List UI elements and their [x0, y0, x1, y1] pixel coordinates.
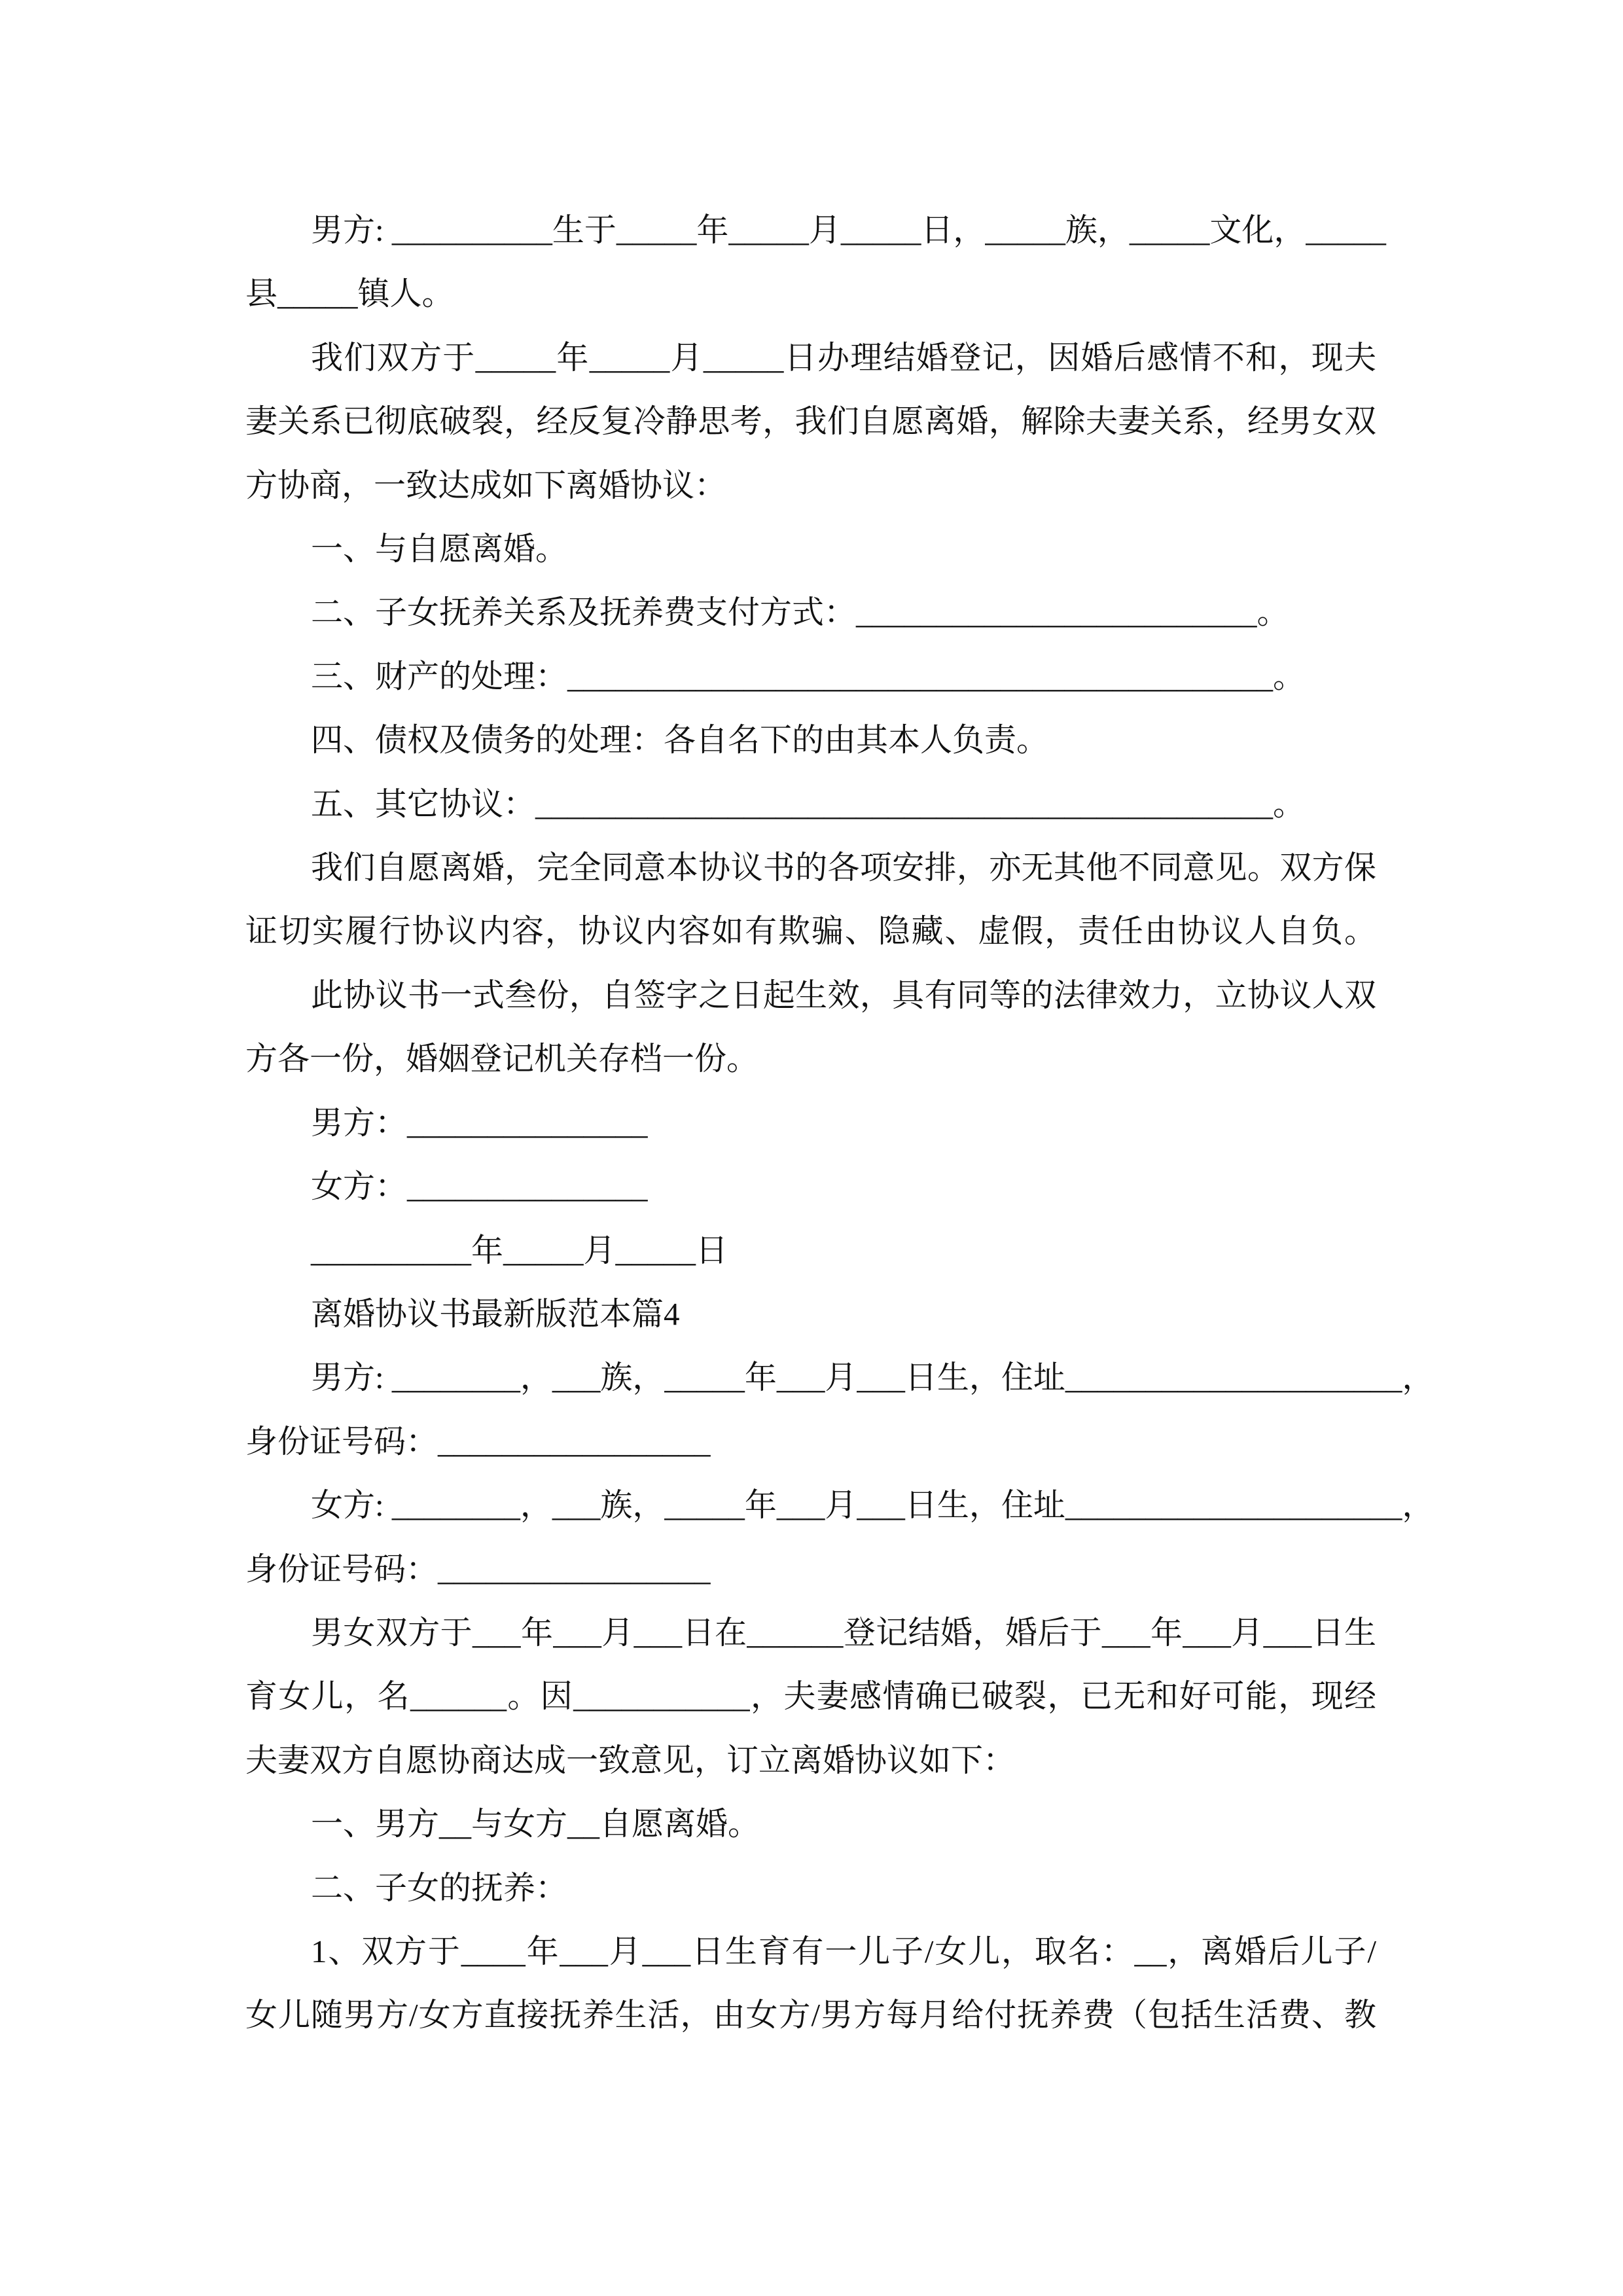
document-line: 身份证号码：_________________ [245, 1551, 711, 1587]
document-line: 三、财产的处理：____________________________________________。 [311, 658, 1306, 694]
document-line: 身份证号码：_________________ [245, 1423, 711, 1460]
document-line: 证切实履行协议内容，协议内容如有欺骗、隐藏、虚假，责任由协议人自负。 [245, 913, 1376, 950]
document-line: 方协商，一致达成如下离婚协议： [245, 467, 727, 503]
document-line: 县_____镇人。 [245, 276, 454, 312]
document-line: 女方: ________，___族，_____年___月___日生，住址_____________________， [311, 1487, 1435, 1524]
document-line: 女儿随男方/女方直接抚养生活，由女方/男方每月给付抚养费（包括生活费、教 [245, 1997, 1376, 2034]
document-line: 二、子女的抚养： [311, 1869, 568, 1906]
document-line: 男方: __________生于_____年_____月_____日，_____族，_____文化，_____ [311, 212, 1386, 248]
document-line: 男方：_______________ [311, 1104, 648, 1141]
document-page [245, 198, 1435, 2047]
document-line: 方各一份，婚姻登记机关存档一份。 [245, 1041, 759, 1077]
document-line: __________年_____月_____日 [311, 1232, 728, 1268]
document-line: 离婚协议书最新版范本篇4 [311, 1295, 680, 1332]
document-line: 二、子女抚养关系及抚养费支付方式：_________________________。 [311, 594, 1289, 631]
document-line: 此协议书一式叁份，自签字之日起生效，具有同等的法律效力，立协议人双 [311, 977, 1376, 1013]
document-line: 一、与自愿离婚。 [311, 531, 568, 567]
document-line: 四、债权及债务的处理：各自名下的由其本人负责。 [311, 722, 1049, 759]
document-line: 我们双方于_____年_____月_____日办理结婚登记，因婚后感情不和，现夫 [311, 339, 1376, 376]
document-line: 妻关系已彻底破裂，经反复冷静思考，我们自愿离婚，解除夫妻关系，经男女双 [245, 403, 1376, 440]
document-line: 女方：_______________ [311, 1168, 648, 1205]
document-line: 五、其它协议：______________________________________________。 [311, 785, 1306, 822]
document-line: 一、男方__与女方__自愿离婚。 [311, 1806, 760, 1842]
document-line: 男女双方于___年___月___日在______登记结婚，婚后于___年___月___日生 [311, 1614, 1376, 1651]
document-line: 育女儿，名______。因___________，夫妻感情确已破裂，已无和好可能，现经 [245, 1678, 1376, 1715]
document-line: 男方: ________，___族，_____年___月___日生，住址_____________________， [311, 1359, 1435, 1396]
document-line: 夫妻双方自愿协商达成一致意见，订立离婚协议如下： [245, 1742, 1016, 1778]
document-line: 1、双方于____年___月___日生育有一儿子/女儿，取名：__，离婚后儿子/ [311, 1933, 1376, 1969]
document-line: 我们自愿离婚，完全同意本协议书的各项安排，亦无其他不同意见。双方保 [311, 850, 1376, 886]
